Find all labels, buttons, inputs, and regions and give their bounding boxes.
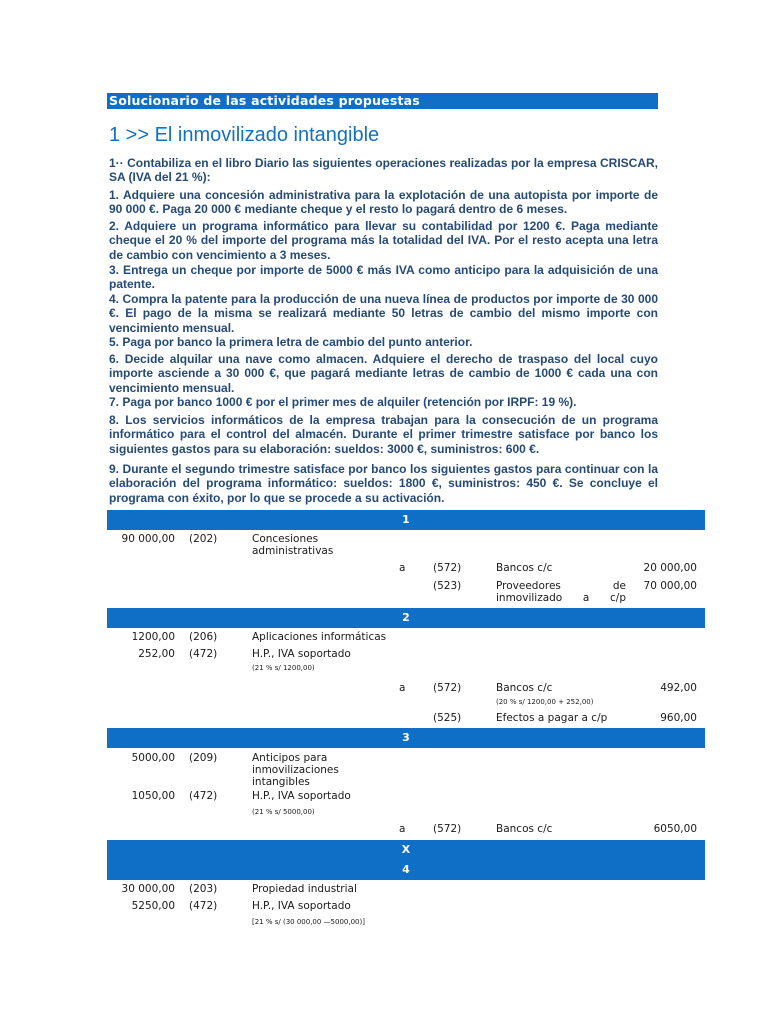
credit-name: Bancos c/c — [496, 823, 553, 835]
credit-name: Proveedores de inmovilizado a c/p — [496, 580, 626, 604]
credit-account: (572) — [433, 823, 462, 835]
debit-name: H.P., IVA soportado — [252, 790, 351, 802]
journal-row — [107, 804, 705, 822]
entry-header-2: 2 — [107, 608, 705, 628]
journal-row — [107, 898, 705, 912]
credit-account: (523) — [433, 580, 462, 592]
journal-row — [107, 880, 705, 898]
credit-marker: a — [399, 562, 406, 574]
debit-amount: 1200,00 — [131, 631, 175, 643]
journal-row — [107, 790, 705, 804]
journal-row — [107, 680, 705, 694]
journal-row — [107, 560, 705, 578]
debit-account: (209) — [189, 752, 218, 764]
operation-3: 3. Entrega un cheque por importe de 5000 € más IVA como anticipo para la adquisición de una patente. — [109, 263, 658, 292]
credit-marker: a — [399, 682, 406, 694]
debit-amount: 90 000,00 — [121, 533, 175, 545]
debit-account: (202) — [189, 533, 218, 545]
entry-header-4: 4 — [107, 860, 705, 880]
operation-9: 9. Durante el segundo trimestre satisface por banco los siguientes gastos para continuar con la elaboración del programa informático: sueldos: 1800 €, suministros: 450 €. Se concluye el programa con éxito, por lo que se procede a su activación. — [109, 462, 658, 505]
journal-row — [107, 578, 705, 608]
debit-amount: 30 000,00 — [121, 883, 175, 895]
debit-name: H.P., IVA soportado — [252, 900, 351, 912]
journal-row — [107, 646, 705, 660]
journal-row — [107, 694, 705, 711]
credit-amount: 20 000,00 — [643, 562, 697, 574]
debit-name: Aplicaciones informáticas — [252, 631, 387, 643]
credit-amount: 492,00 — [660, 682, 697, 694]
entry-header-1: 1 — [107, 510, 705, 530]
credit-amount: 70 000,00 — [643, 580, 697, 592]
calc-note: (21 % s/ 5000,00) — [252, 808, 315, 816]
debit-account: (203) — [189, 883, 218, 895]
journal-row — [107, 912, 705, 930]
debit-name: Propiedad industrial — [252, 883, 357, 895]
debit-name: Anticipos para inmovilizaciones intangibles — [252, 752, 339, 788]
debit-amount: 252,00 — [138, 648, 175, 660]
debit-account: (472) — [189, 790, 218, 802]
journal-row — [107, 628, 705, 646]
calc-note: (20 % s/ 1200,00 + 252,00) — [496, 698, 594, 706]
debit-account: (472) — [189, 900, 218, 912]
operation-1: 1. Adquiere una concesión administrativa para la explotación de una autopista por importe de 90 000 €. Paga 20 000 € mediante cheque y el resto lo pagará dentro de 6 meses. — [109, 188, 658, 217]
credit-name: Bancos c/c — [496, 562, 553, 574]
section-band: Solucionario de las actividades propuestas — [107, 93, 658, 109]
debit-amount: 5250,00 — [131, 900, 175, 912]
debit-name: Concesiones administrativas — [252, 533, 334, 557]
debit-amount: 1050,00 — [131, 790, 175, 802]
credit-amount: 6050,00 — [653, 823, 697, 835]
journal-table — [107, 510, 705, 930]
journal-row — [107, 711, 705, 728]
operation-8: 8. Los servicios informáticos de la empresa trabajan para la consecución de un programa informático para el control del almacén. Durante el primer trimestre satisface por banco los siguientes gastos para su elaboración: sueldos: 3000 €, suministros: 600 €. — [109, 413, 658, 456]
entry-header-3: 3 — [107, 728, 705, 748]
credit-account: (525) — [433, 712, 462, 724]
credit-amount: 960,00 — [660, 712, 697, 724]
operation-7: 7. Paga por banco 1000 € por el primer mes de alquiler (retención por IRPF: 19 %). — [109, 395, 577, 409]
journal-row — [107, 748, 705, 790]
credit-name: Efectos a pagar a c/p — [496, 712, 608, 724]
calc-note: [21 % s/ (30 000,00 —5000,00)] — [252, 918, 365, 926]
journal-row — [107, 530, 705, 560]
journal-row — [107, 822, 705, 840]
operation-4: 4. Compra la patente para la producción de una nueva línea de productos por importe de 30 000 €. El pago de la misma se realizará mediante 50 letras de cambio del mismo importe con vencimiento mensual. — [109, 292, 658, 335]
credit-account: (572) — [433, 562, 462, 574]
operation-5: 5. Paga por banco la primera letra de cambio del punto anterior. — [109, 335, 473, 349]
debit-account: (206) — [189, 631, 218, 643]
debit-name: H.P., IVA soportado — [252, 648, 351, 660]
page-title: 1 >> El inmovilizado intangible — [109, 124, 380, 146]
credit-name: Bancos c/c — [496, 682, 553, 694]
credit-marker: a — [399, 823, 406, 835]
debit-account: (472) — [189, 648, 218, 660]
debit-amount: 5000,00 — [131, 752, 175, 764]
journal-row — [107, 660, 705, 680]
credit-account: (572) — [433, 682, 462, 694]
entry-separator: X — [107, 840, 705, 860]
operation-6: 6. Decide alquilar una nave como almacen. Adquiere el derecho de traspaso del local cuyo importe asciende a 30 000 €, que pagará mediante letras de cambio de 1000 € cada una con vencimiento mensual. — [109, 352, 658, 395]
operation-2: 2. Adquiere un programa informático para llevar su contabilidad por 1200 €. Paga mediante cheque el 20 % del importe del programa más la totalidad del IVA. Por el resto acepta una letra de cambio con vencimiento a 3 meses. — [109, 219, 658, 262]
intro-paragraph: 1·· Contabiliza en el libro Diario las siguientes operaciones realizadas por la empresa CRISCAR, SA (IVA del 21 %): — [109, 156, 658, 185]
calc-note: (21 % s/ 1200,00) — [252, 664, 315, 672]
